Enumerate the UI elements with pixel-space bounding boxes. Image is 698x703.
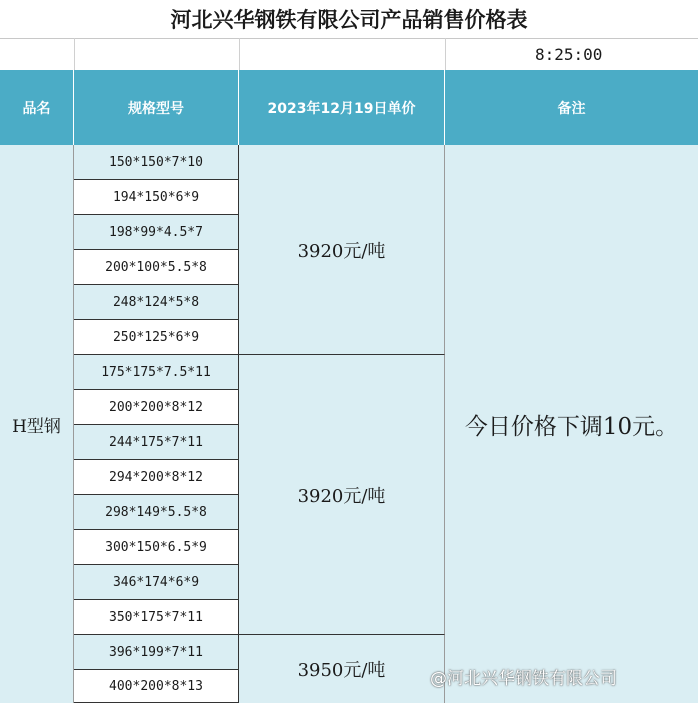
price-cell: 3950元/吨	[239, 635, 445, 703]
header-price: 2023年12月19日单价	[239, 70, 445, 145]
spec-cell: 346*174*6*9	[74, 565, 239, 600]
spec-cell: 350*175*7*11	[74, 600, 239, 635]
spec-cell: 200*100*5.5*8	[74, 250, 239, 285]
spec-cell: 244*175*7*11	[74, 425, 239, 460]
sheet-title: 河北兴华钢铁有限公司产品销售价格表	[0, 0, 698, 39]
product-name-cell: H型钢	[0, 145, 74, 703]
spec-cell: 294*200*8*12	[74, 460, 239, 495]
blank-cell	[0, 38, 75, 71]
spec-cell: 150*150*7*10	[74, 145, 239, 180]
spec-cell: 298*149*5.5*8	[74, 495, 239, 530]
spec-cell: 300*150*6.5*9	[74, 530, 239, 565]
spec-cell: 250*125*6*9	[74, 320, 239, 355]
spec-cell: 248*124*5*8	[74, 285, 239, 320]
watermark: @河北兴华钢铁有限公司	[430, 669, 617, 689]
blank-cell	[74, 38, 240, 71]
header-spec: 规格型号	[74, 70, 239, 145]
header-remark: 备注	[445, 70, 698, 145]
remark-cell: 今日价格下调10元。	[445, 145, 698, 703]
time-cell: 8:25:00	[535, 44, 603, 64]
spec-cell: 194*150*6*9	[74, 180, 239, 215]
header-product-name: 品名	[0, 70, 74, 145]
spec-cell: 400*200*8*13	[74, 670, 239, 703]
spec-cell: 175*175*7.5*11	[74, 355, 239, 390]
blank-cell	[239, 38, 446, 71]
spec-cell: 396*199*7*11	[74, 635, 239, 670]
spec-cell: 200*200*8*12	[74, 390, 239, 425]
price-cell: 3920元/吨	[239, 145, 445, 355]
price-cell: 3920元/吨	[239, 355, 445, 635]
spec-cell: 198*99*4.5*7	[74, 215, 239, 250]
